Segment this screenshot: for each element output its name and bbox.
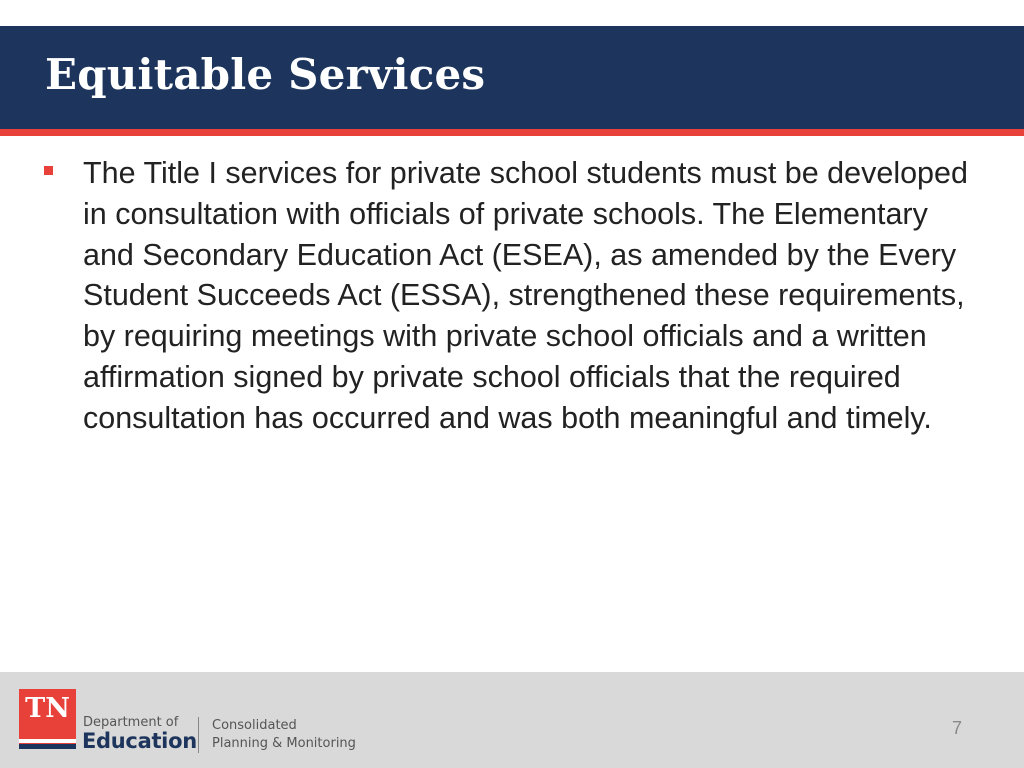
footer-divider (198, 717, 199, 753)
title-accent-line (0, 129, 1024, 136)
tn-logo-icon (19, 689, 76, 749)
slide-title: Equitable Services (45, 50, 486, 99)
tn-logo-letters: TN (25, 693, 70, 724)
page-number: 7 (951, 718, 962, 738)
bullet-text: The Title I services for private school students must be developed in consultation with officials of private schools. The Elementary and Secondary Education Act (ESEA), as amended by the Every Student Succeeds Act (ESSA), strengthened these requirements, by requiring meetings with private school officials and a written affirmation signed by private school officials that the required consultation has occurred and was both meaningful and timely. (83, 156, 968, 435)
bullet-item (44, 153, 974, 439)
footer (0, 672, 1024, 768)
office-label-line1: Consolidated (212, 718, 297, 733)
office-label-line2: Planning & Monitoring (212, 736, 356, 751)
department-label: Department of (83, 715, 179, 730)
tn-logo-blue-stripe (19, 744, 76, 749)
title-bar (0, 26, 1024, 129)
education-label: Education (82, 729, 197, 753)
square-bullet-icon (44, 166, 53, 175)
slide-content (44, 153, 974, 439)
tn-logo-white-stripe (19, 739, 76, 743)
